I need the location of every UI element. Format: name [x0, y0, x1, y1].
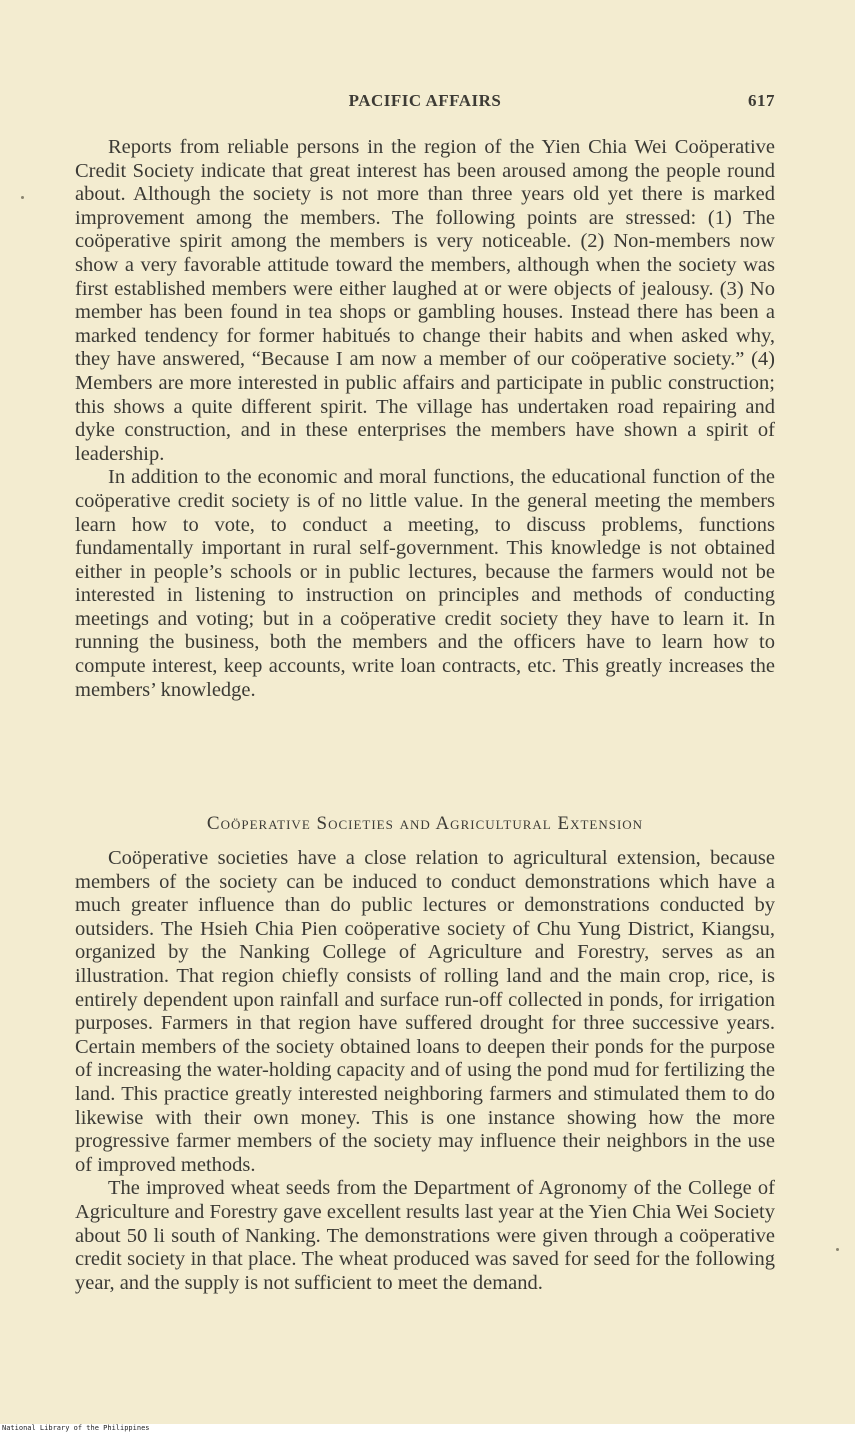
- running-head: [75, 91, 775, 115]
- running-title: PACIFIC AFFAIRS: [348, 91, 502, 110]
- page-number: 617: [748, 91, 775, 110]
- body-paragraph: The improved wheat seeds from the Department of Agronomy of the College of Agriculture and Forestry gave excellent results last year at the Yien Chia Wei Society about 50 li south of Nanking. The demonstrations were given through a coöperative credit society in that place. The wheat produced was saved for seed for the following year, and the supply is not sufficient to meet the demand.: [75, 1177, 775, 1294]
- margin-speck: [836, 1248, 839, 1251]
- section-heading: Coöperative Societies and Agricultural Extension: [206, 813, 644, 834]
- body-text-bottom: [75, 847, 775, 1295]
- body-paragraph: Coöperative societies have a close relation to agricultural extension, because members of the society can be induced to conduct demonstrations which have a much greater influence than do public lectures or demonstrations conducted by outsiders. The Hsieh Chia Pien coöperative society of Chu Yung District, Kiangsu, organized by the Nanking College of Agriculture and Forestry, serves as an illustration. That region chiefly consists of rolling land and the main crop, rice, is entirely dependent upon rainfall and surface run-off collected in ponds, for irrigation purposes. Farmers in that region have suffered drought for three successive years. Certain members of the society obtained loans to deepen their ponds for the purpose of increasing the water-holding capacity and of using the pond mud for fertilizing the land. This practice greatly interested neighboring farmers and stimulated them to do likewise with their own money. This is one instance showing how the more progressive farmer members of the society may influence their neighbors in the use of improved methods.: [75, 847, 775, 1176]
- body-text-top: [75, 136, 775, 702]
- scan-credit-footer: National Library of the Philippines: [0, 1424, 855, 1433]
- body-paragraph: Reports from reliable persons in the region of the Yien Chia Wei Coöperative Credit Society indicate that great interest has been aroused among the people round about. Although the society is not more than three years old yet there is marked improvement among the members. The following points are stressed: (1) The coöperative spirit among the members is very noticeable. (2) Non-members now show a very favorable attitude toward the members, although when the society was first established members were either laughed at or were objects of jealousy. (3) No member has been found in tea shops or gambling houses. Instead there has been a marked tendency for former habitués to change their habits and when asked why, they have answered, “Because I am now a member of our coöperative society.” (4) Members are more interested in public affairs and participate in public construction; this shows a quite different spirit. The village has undertaken road repairing and dyke construction, and in these enterprises the members have shown a spirit of leadership.: [75, 136, 775, 465]
- body-paragraph: In addition to the economic and moral functions, the educational function of the coöperative credit society is of no little value. In the general meeting the members learn how to vote, to conduct a meeting, to discuss problems, functions fundamentally important in rural self-government. This knowledge is not obtained either in people’s schools or in public lectures, because the farmers would not be interested in listening to instruction on principles and methods of conducting meetings and voting; but in a coöperative credit society they have to learn it. In running the business, both the members and the officers have to learn how to compute interest, keep accounts, write loan contracts, etc. This greatly increases the members’ knowledge.: [75, 466, 775, 701]
- margin-speck: [21, 196, 24, 199]
